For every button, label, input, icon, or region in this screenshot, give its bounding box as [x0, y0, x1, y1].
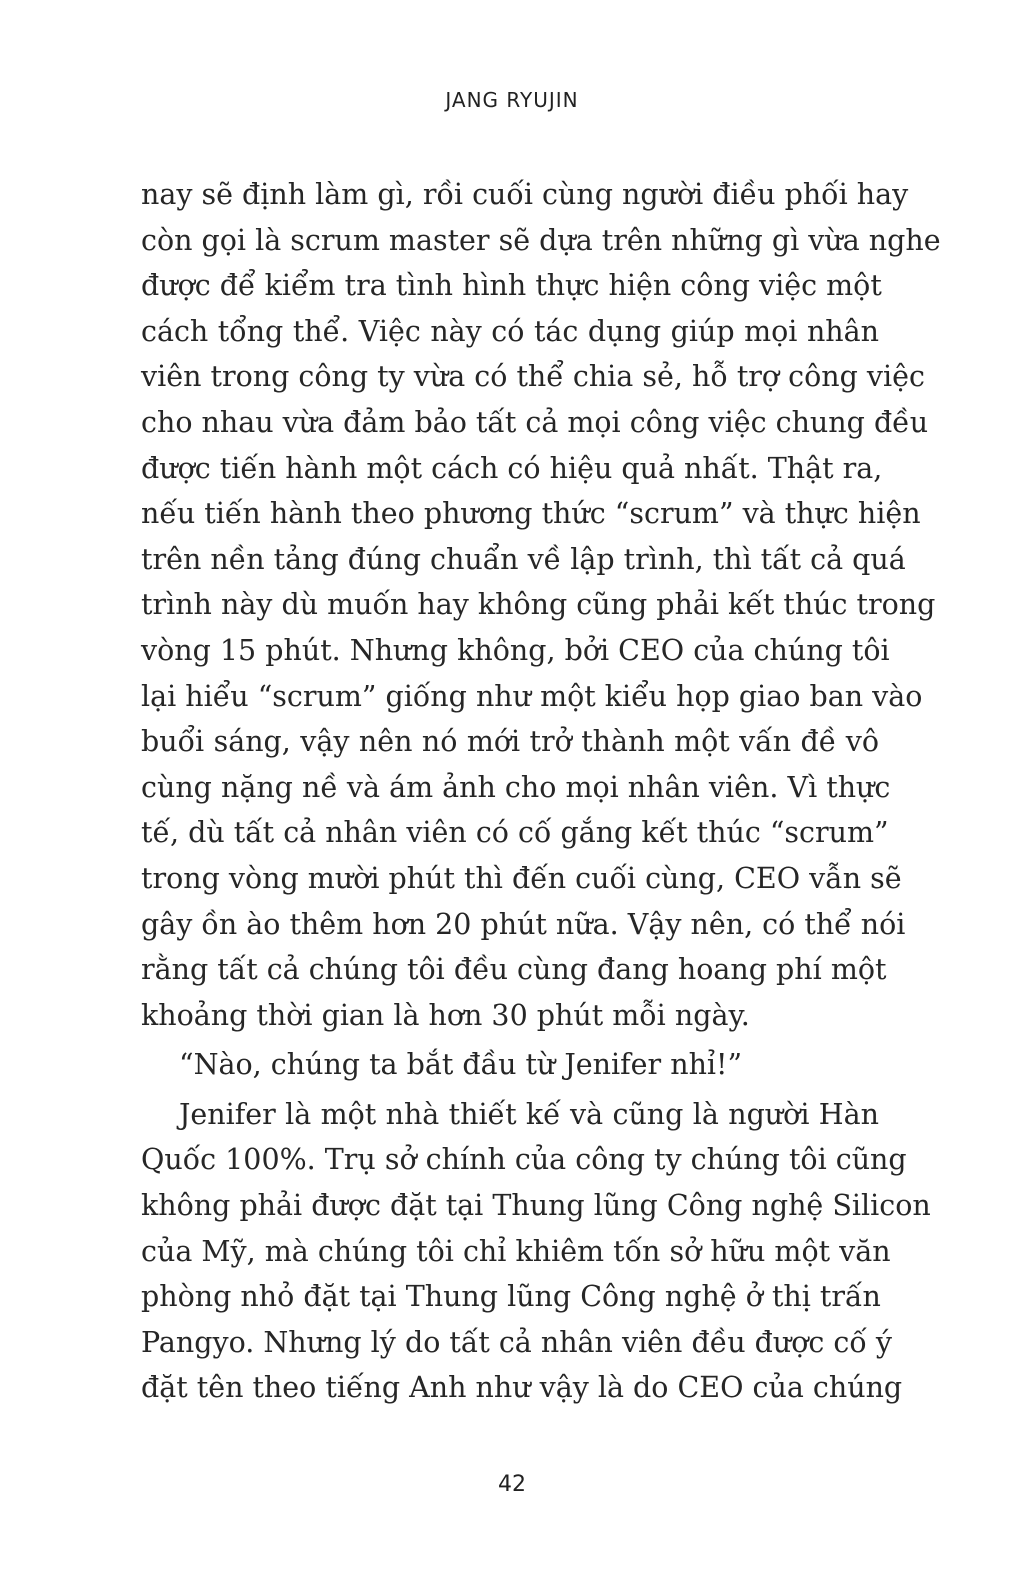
text-line: còn gọi là scrum master sẽ dựa trên những gì vừa nghe — [141, 223, 941, 257]
text-line: được tiến hành một cách có hiệu quả nhất. Thật ra, — [141, 451, 883, 485]
text-line: lại hiểu “scrum” giống như một kiểu họp giao ban vào — [141, 679, 923, 713]
text-line: phòng nhỏ đặt tại Thung lũng Công nghệ ở thị trấn — [141, 1280, 881, 1314]
text-line: không phải được đặt tại Thung lũng Công nghệ Silicon — [141, 1189, 931, 1223]
text-line: trình này dù muốn hay không cũng phải kết thúc trong — [141, 588, 936, 622]
text-line: viên trong công ty vừa có thể chia sẻ, hỗ trợ công việc — [141, 360, 925, 394]
text-line: đặt tên theo tiếng Anh như vậy là do CEO của chúng — [141, 1371, 903, 1405]
body-text — [141, 172, 941, 1411]
text-line: cách tổng thể. Việc này có tác dụng giúp mọi nhân — [141, 314, 879, 348]
text-line: trên nền tảng đúng chuẩn về lập trình, thì tất cả quá — [141, 542, 906, 576]
page-number: 42 — [498, 1472, 526, 1497]
text-line: trong vòng mười phút thì đến cuối cùng, CEO vẫn sẽ — [141, 861, 902, 895]
text-line: cho nhau vừa đảm bảo tất cả mọi công việc chung đều — [141, 405, 929, 439]
text-line: tế, dù tất cả nhân viên có cố gắng kết thúc “scrum” — [141, 816, 889, 850]
text-line: buổi sáng, vậy nên nó mới trở thành một vấn đề vô — [141, 725, 879, 759]
text-line: được để kiểm tra tình hình thực hiện công việc một — [141, 269, 882, 303]
text-line: Quốc 100%. Trụ sở chính của công ty chúng tôi cũng — [141, 1143, 907, 1177]
text-line: nay sẽ định làm gì, rồi cuối cùng người điều phối hay — [141, 178, 909, 211]
dialogue-line: “Nào, chúng ta bắt đầu từ Jenifer nhỉ!” — [179, 1048, 743, 1082]
running-head: JANG RYUJIN — [445, 88, 579, 112]
text-line: của Mỹ, mà chúng tôi chỉ khiêm tốn sở hữu một văn — [141, 1234, 891, 1268]
text-line: rằng tất cả chúng tôi đều cùng đang hoang phí một — [141, 953, 887, 987]
text-line: gây ồn ào thêm hơn 20 phút nữa. Vậy nên, có thể nói — [141, 907, 906, 941]
text-line: cùng nặng nề và ám ảnh cho mọi nhân viên. Vì thực — [141, 770, 891, 804]
text-line: khoảng thời gian là hơn 30 phút mỗi ngày. — [141, 998, 750, 1032]
text-line: vòng 15 phút. Nhưng không, bởi CEO của chúng tôi — [141, 633, 890, 667]
text-line: Pangyo. Nhưng lý do tất cả nhân viên đều được cố ý — [141, 1325, 892, 1359]
text-line: nếu tiến hành theo phương thức “scrum” và thực hiện — [141, 497, 921, 531]
text-line: Jenifer là một nhà thiết kế và cũng là người Hàn — [179, 1097, 879, 1131]
